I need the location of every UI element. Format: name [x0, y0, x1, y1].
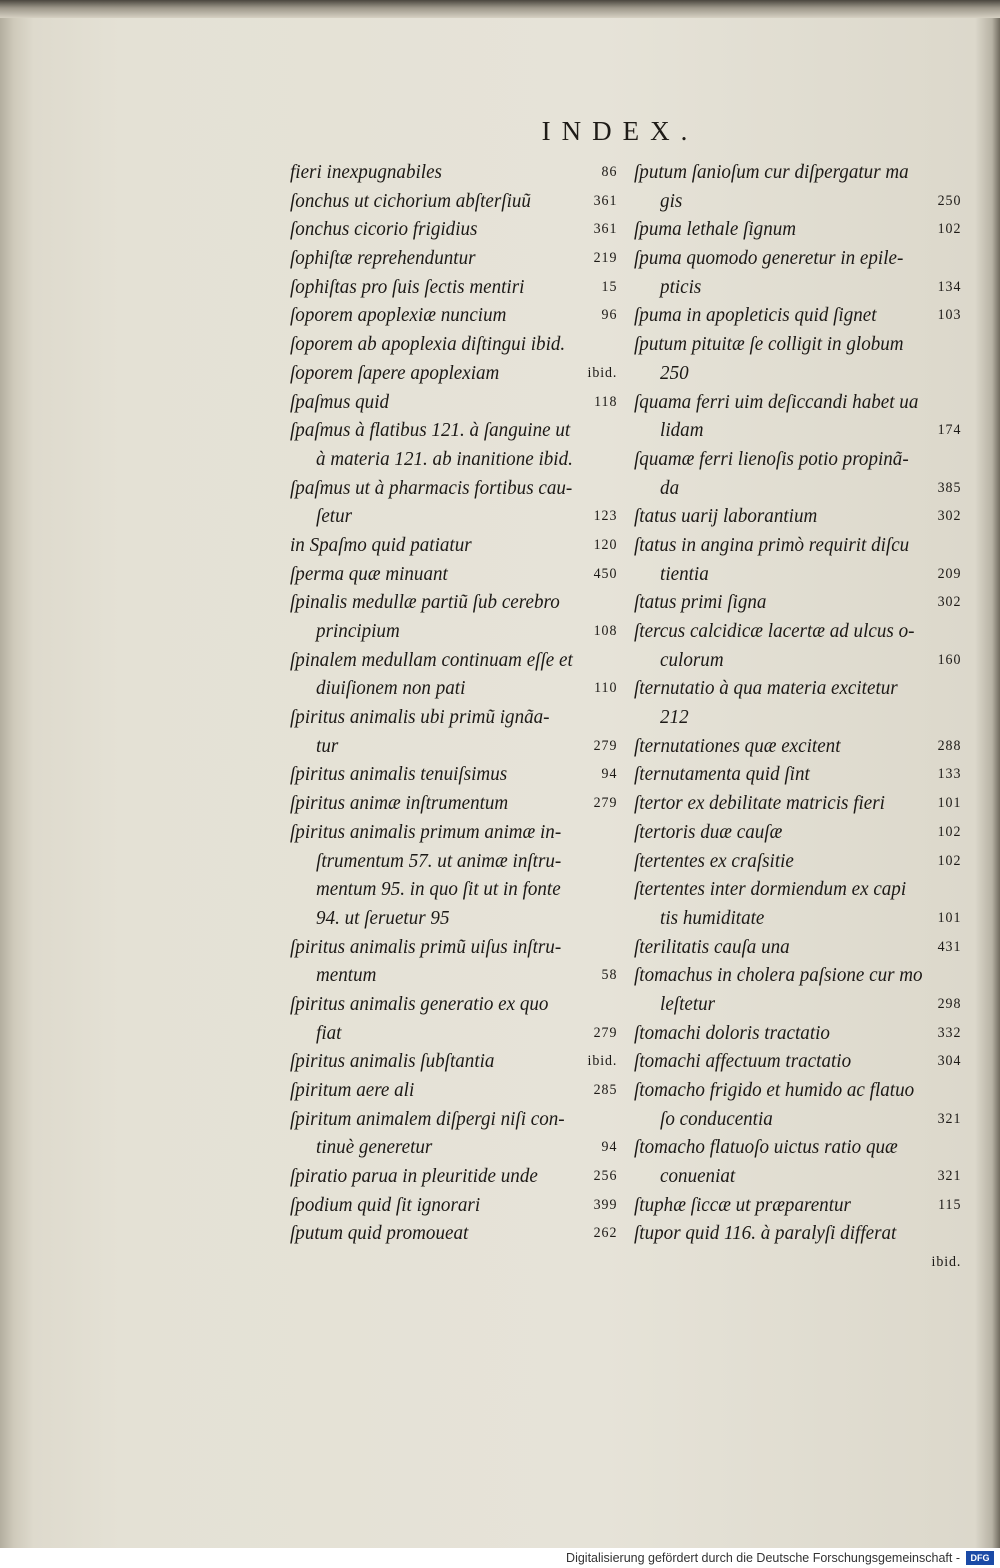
index-entry-text: fiat — [316, 1021, 342, 1044]
page-reference: 431 — [937, 938, 962, 955]
index-entry-text: ſpaſmus quid — [290, 390, 390, 413]
index-entry-line — [290, 760, 617, 789]
index-entry-text: ſtatus uarij laborantium — [634, 505, 818, 528]
index-entry-text: ſpiritus animalis generatio ex quo — [290, 992, 549, 1015]
index-entry-text: da — [660, 476, 680, 499]
index-entry-line — [290, 904, 617, 933]
index-entry-line — [634, 847, 961, 876]
index-entry-line — [290, 531, 617, 560]
index-entry-text: ſternutamenta quid ſint — [634, 763, 810, 786]
index-entry-text: ſputum pituitæ ſe colligit in globum — [634, 333, 904, 356]
index-entry-line — [634, 1248, 961, 1277]
index-entry-line — [290, 301, 617, 330]
index-entry-line — [634, 674, 961, 703]
index-entry-text: ſtomachi affectuum tractatio — [634, 1050, 852, 1073]
page-reference: 361 — [593, 221, 618, 238]
index-entry-text: pticis — [660, 275, 702, 298]
page-reference: ibid. — [587, 364, 618, 381]
page-reference: 94 — [601, 766, 618, 783]
page-reference: 279 — [593, 1024, 618, 1041]
page-reference: 103 — [937, 307, 962, 324]
index-entry-text: ſtertoris duæ cauſæ — [634, 820, 783, 843]
index-entry-text: ſtomachi doloris tractatio — [634, 1021, 830, 1044]
index-entry-text: mentum — [316, 964, 377, 987]
index-entry-text: ſpuma lethale ſignum — [634, 218, 797, 241]
index-entry-text: mentum 95. in quo ſit ut in fonte — [316, 878, 561, 901]
index-entry-line — [634, 1047, 961, 1076]
index-entry-line — [634, 646, 961, 675]
page-reference: 450 — [593, 565, 618, 582]
index-entry-line — [634, 187, 961, 216]
page-reference: 86 — [601, 164, 618, 180]
page-reference: 96 — [601, 307, 618, 324]
index-entry-text: ſtatus in angina primò requirit diſcu — [634, 533, 910, 556]
page-reference: 58 — [601, 967, 618, 984]
index-entry-text: ſtupor quid 116. à paralyſi differat — [634, 1222, 897, 1245]
index-entry-line — [290, 330, 617, 359]
index-entry-text: ſtomachus in cholera paſsione cur mo — [634, 964, 923, 987]
page-reference: 302 — [937, 508, 962, 525]
index-entry-line — [634, 388, 961, 417]
index-entry-text: ſpuma in apopleticis quid ſignet — [634, 304, 877, 327]
index-entry-text: ſonchus cicorio frigidius — [290, 218, 478, 241]
index-entry-text: ſpiratio parua in pleuritide unde — [290, 1165, 538, 1188]
index-entry-text: ſtertentes ex craſsitie — [634, 849, 794, 872]
index-entry-text: ſpuma quomodo generetur in epile- — [634, 247, 904, 270]
page-reference: 256 — [593, 1168, 618, 1185]
index-entry-line — [634, 244, 961, 273]
index-entry-line — [290, 1162, 617, 1191]
page-reference: 332 — [937, 1024, 962, 1041]
index-entry-line — [290, 818, 617, 847]
index-entry-text: ſtertentes inter dormiendum ex capi — [634, 878, 907, 901]
index-entry-line — [290, 187, 617, 216]
index-entry-text: principium — [316, 620, 400, 642]
index-entry-line — [634, 416, 961, 445]
index-entry-text: culorum — [660, 648, 724, 671]
index-entry-text: tientia — [660, 562, 709, 585]
index-entry-text: tinuè generetur — [316, 1136, 433, 1159]
index-entry-text: ſophiſtæ reprehenduntur — [290, 247, 476, 270]
footer-bar — [0, 1548, 1000, 1568]
index-entry-line — [634, 818, 961, 847]
index-entry-line — [290, 474, 617, 503]
page-reference: 399 — [593, 1196, 618, 1213]
index-entry-line — [634, 875, 961, 904]
index-entry-line — [634, 359, 961, 388]
index-entry-line — [290, 1133, 617, 1162]
index-entry-text: à materia 121. ab inanitione ibid. — [316, 447, 573, 470]
index-entry-text: ſputum quid promoueat — [290, 1222, 469, 1245]
index-entry-text: 212 — [660, 706, 689, 729]
index-entry-line — [290, 416, 617, 445]
index-entry-line — [634, 474, 961, 503]
index-entry-text: ſputum ſanioſum cur diſpergatur ma — [634, 161, 909, 183]
index-entry-line — [634, 760, 961, 789]
page-reference: 123 — [593, 508, 618, 525]
index-entry-text: 250 — [660, 361, 689, 384]
index-entry-text: ſpinalis medullæ partiũ ſub cerebro — [290, 591, 560, 614]
page-reference: 385 — [937, 479, 962, 496]
index-entry-line — [290, 961, 617, 990]
index-entry-line — [290, 933, 617, 962]
index-entry-text: ſoporem apoplexiæ nuncium — [290, 304, 507, 327]
index-entry-line — [290, 359, 617, 388]
index-entry-line — [290, 588, 617, 617]
index-entry-text: lidam — [660, 419, 704, 442]
index-entry-line — [634, 301, 961, 330]
page-reference: 102 — [937, 221, 962, 238]
page-reference: 115 — [938, 1196, 962, 1213]
index-entry-line — [290, 1219, 617, 1248]
index-entry-text: conueniat — [660, 1165, 736, 1188]
page-reference: 250 — [937, 192, 962, 209]
index-entry-text: ſpiritum aere ali — [290, 1079, 415, 1101]
page-reference: 321 — [937, 1110, 962, 1127]
index-entry-line — [290, 1047, 617, 1076]
page-reference: 108 — [593, 623, 618, 639]
index-entry-text: ſpiritus animalis primũ uiſus inſtru- — [290, 935, 562, 958]
index-entry-text: ſtuphæ ſiccæ ut præparentur — [634, 1193, 851, 1216]
index-entry-text: ſtomacho flatuoſo uictus ratio quæ — [634, 1136, 898, 1159]
page-reference: 102 — [937, 852, 962, 869]
page-reference: 321 — [937, 1168, 962, 1185]
index-entry-text: ſpiritum animalem diſpergi niſi con- — [290, 1107, 565, 1130]
index-entry-line — [634, 1133, 961, 1162]
index-entry-text: ſpiritus animæ inſtrumentum — [290, 792, 509, 815]
page-reference: 134 — [937, 278, 962, 295]
page-reference: 101 — [937, 909, 962, 926]
index-entry-line — [290, 703, 617, 732]
index-entry-line — [634, 273, 961, 302]
index-entry-line — [290, 502, 617, 531]
footer-credit: Digitalisierung gefördert durch die Deutsche Forschungsgemeinschaft - — [566, 1551, 960, 1565]
index-entry-text: 94. ut ſeruetur 95 — [316, 906, 450, 929]
index-column-left — [290, 158, 617, 1248]
index-entry-line — [634, 560, 961, 589]
index-entry-text: ſpiritus animalis ſubſtantia — [290, 1050, 495, 1073]
index-entry-text: ſpiritus animalis ubi primũ ignãa- — [290, 706, 550, 729]
index-entry-line — [290, 1191, 617, 1220]
index-entry-text: ſetur — [316, 505, 353, 528]
page-reference: 110 — [594, 680, 618, 697]
index-entry-line — [634, 732, 961, 761]
index-entry-text: ſpiritus animalis primum animæ in- — [290, 820, 562, 843]
index-entry-line — [290, 560, 617, 589]
index-entry-line — [634, 215, 961, 244]
page-reference: 209 — [937, 565, 962, 582]
index-entry-line — [634, 1076, 961, 1105]
index-entry-text: ſterilitatis cauſa una — [634, 935, 790, 958]
index-entry-line — [290, 445, 617, 474]
index-entry-line — [634, 330, 961, 359]
dfg-logo: DFG — [966, 1551, 994, 1565]
page-reference: 160 — [937, 651, 962, 668]
index-entry-text: ſperma quæ minuant — [290, 562, 448, 585]
index-entry-line — [290, 215, 617, 244]
page-reference: ibid. — [931, 1254, 962, 1271]
index-entry-line — [290, 990, 617, 1019]
index-entry-text: ſpiritus animalis tenuiſsimus — [290, 763, 508, 786]
index-entry-line — [290, 732, 617, 761]
index-entry-line — [634, 158, 961, 187]
index-entry-text: tur — [316, 734, 339, 757]
index-entry-text: ſternutationes quæ excitent — [634, 734, 841, 757]
index-entry-line — [634, 617, 961, 646]
index-entry-line — [290, 1019, 617, 1048]
index-entry-line — [634, 1219, 961, 1248]
page-reference: 174 — [937, 422, 962, 439]
index-entry-line — [290, 674, 617, 703]
index-entry-line — [634, 933, 961, 962]
index-entry-line — [634, 703, 961, 732]
page-reference: 361 — [593, 192, 618, 209]
index-entry-text: ſpodium quid ſit ignorari — [290, 1193, 481, 1216]
index-entry-text: ſpinalem medullam continuam eſſe et — [290, 648, 573, 671]
index-entry-text: ſpaſmus ut à pharmacis fortibus cau- — [290, 476, 573, 499]
index-entry-line — [290, 789, 617, 818]
page-reference: 298 — [937, 995, 962, 1012]
page-top-edge — [0, 0, 1000, 18]
page-reference: 118 — [594, 393, 618, 410]
index-entry-line — [634, 904, 961, 933]
index-entry-text: ſtertor ex debilitate matricis fieri — [634, 792, 885, 815]
index-entry-line — [634, 445, 961, 474]
index-entry-text: ſquama ferri uim deſiccandi habet ua — [634, 390, 919, 413]
index-entry-text: ſophiſtas pro ſuis ſectis mentiri — [290, 275, 525, 298]
page-reference: 94 — [601, 1139, 618, 1156]
page-reference: 262 — [593, 1225, 618, 1242]
index-entry-line — [290, 388, 617, 417]
index-entry-line — [634, 990, 961, 1019]
index-entry-text: ſtomacho frigido et humido ac flatuo — [634, 1079, 915, 1101]
index-entry-line — [290, 646, 617, 675]
index-entry-line — [634, 531, 961, 560]
index-entry-text: fieri inexpugnabiles — [290, 161, 442, 183]
page-reference: 304 — [937, 1053, 962, 1070]
index-entry-line — [634, 1191, 961, 1220]
page-reference: 120 — [593, 536, 618, 553]
index-entry-text: ſquamæ ferri lienoſis potio propinã- — [634, 447, 909, 470]
page-reference: 101 — [937, 795, 962, 812]
page-title: INDEX. — [541, 116, 699, 146]
page-reference: 285 — [593, 1082, 618, 1098]
index-entry-text: ſternutatio à qua materia excitetur — [634, 677, 898, 700]
index-entry-text: ſtrumentum 57. ut animæ inſtru- — [316, 849, 562, 872]
page-reference: 302 — [937, 594, 962, 611]
page-reference: 279 — [593, 795, 618, 812]
page-reference: ibid. — [587, 1053, 618, 1070]
index-entry-line — [634, 1162, 961, 1191]
index-entry-text: ſonchus ut cichorium abſterſiuũ — [290, 189, 531, 212]
index-entry-line — [634, 1019, 961, 1048]
index-entry-line — [634, 502, 961, 531]
index-entry-line — [634, 961, 961, 990]
index-entry-line — [290, 617, 617, 646]
index-entry-line — [634, 588, 961, 617]
page-reference: 288 — [937, 737, 962, 754]
index-entry-text: leſtetur — [660, 992, 716, 1015]
index-entry-line — [290, 1076, 617, 1105]
index-entry-line — [290, 847, 617, 876]
index-entry-text: in Spaſmo quid patiatur — [290, 533, 472, 556]
index-entry-line — [290, 1105, 617, 1134]
index-entry-line — [290, 244, 617, 273]
index-entry-text: diuiſionem non pati — [316, 677, 466, 700]
index-entry-text: tis humiditate — [660, 906, 765, 929]
index-entry-line — [290, 273, 617, 302]
index-entry-text: ſpaſmus à flatibus 121. à ſanguine ut — [290, 419, 571, 442]
index-entry-text: ſtatus primi ſigna — [634, 591, 767, 614]
page-reference: 219 — [593, 250, 618, 267]
page-reference: 279 — [593, 737, 618, 754]
index-entry-text: ſtercus calcidicæ lacertæ ad ulcus o- — [634, 620, 915, 642]
page-reference: 15 — [601, 278, 618, 295]
index-entry-text: ſoporem ſapere apoplexiam — [290, 361, 500, 384]
page-reference: 133 — [937, 766, 962, 783]
index-entry-text: ſoporem ab apoplexia diſtingui ibid. — [290, 333, 566, 356]
index-entry-text: ſo conducentia — [660, 1107, 773, 1130]
index-entry-line — [634, 1105, 961, 1134]
index-entry-line — [290, 158, 617, 187]
index-entry-text: gis — [660, 189, 683, 212]
index-entry-line — [290, 875, 617, 904]
index-column-right — [634, 158, 961, 1277]
index-entry-line — [634, 789, 961, 818]
page-reference: 102 — [937, 823, 962, 840]
